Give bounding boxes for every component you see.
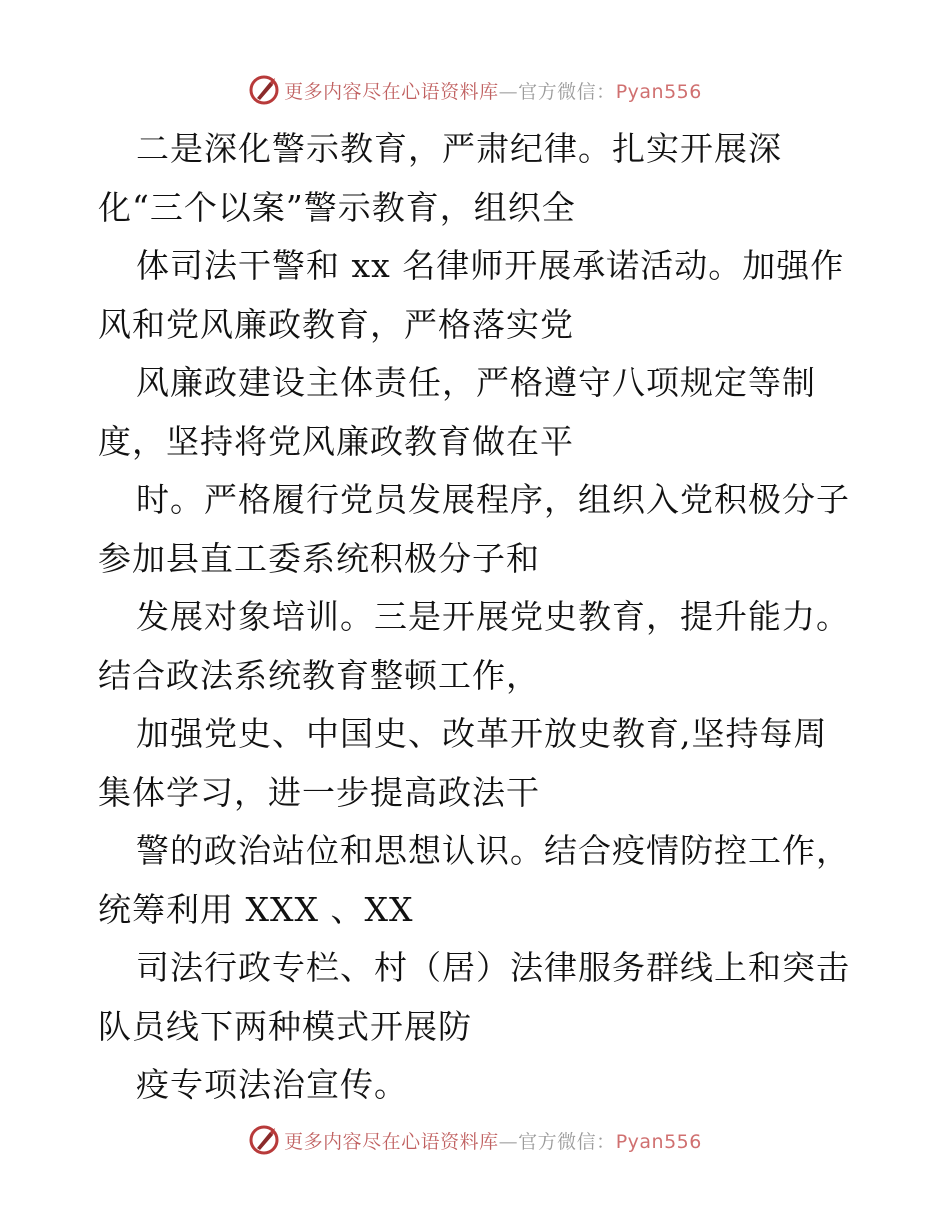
body-line: 体司法干警和 xx 名律师开展承诺活动。加强作 [136, 246, 845, 285]
body-line: 度，坚持将党风廉政教育做在平 [98, 421, 574, 461]
body-line: 风廉政建设主体责任，严格遵守八项规定等制 [136, 363, 816, 402]
footer-banner [0, 1120, 950, 1160]
body-line: 化“三个以案”警示教育，组织全 [98, 187, 576, 227]
body-line: 时。严格履行党员发展程序，组织入党积极分子 [136, 480, 850, 519]
banner-text [284, 77, 702, 104]
quill-pen-logo-icon [248, 74, 280, 106]
banner-prefix: 更多内容尽在心语资料库 [284, 1130, 499, 1153]
body-line: 结合政法系统教育整顿工作， [98, 655, 540, 695]
banner-wechat-id: Pyan556 [615, 80, 702, 103]
body-line: 疫专项法治宣传。 [136, 1065, 408, 1104]
body-line: 加强党史、中国史、改革开放史教育,坚持每周 [136, 714, 828, 753]
body-line: 司法行政专栏、村（居）法律服务群线上和突击 [136, 948, 850, 987]
body-line: 统筹利用 XXX 、XX [98, 889, 414, 929]
body-line: 发展对象培训。三是开展党史教育，提升能力。 [136, 597, 850, 636]
body-line: 警的政治站位和思想认识。结合疫情防控工作， [136, 831, 850, 870]
banner-label: 官方微信： [518, 80, 616, 103]
banner-separator: — [498, 80, 519, 103]
quill-pen-logo-icon [248, 1124, 280, 1156]
document-body [98, 120, 878, 1115]
banner-label: 官方微信： [518, 1130, 616, 1153]
header-banner [0, 70, 950, 110]
body-line: 队员线下两种模式开展防 [98, 1006, 472, 1046]
banner-separator: — [498, 1130, 519, 1153]
banner-wechat-id: Pyan556 [615, 1130, 702, 1153]
banner-text [284, 1127, 702, 1154]
body-line: 集体学习，进一步提高政法干 [98, 772, 540, 812]
body-line: 参加县直工委系统积极分子和 [98, 538, 540, 578]
body-line: 二是深化警示教育，严肃纪律。扎实开展深 [136, 129, 782, 168]
banner-prefix: 更多内容尽在心语资料库 [284, 80, 499, 103]
body-line: 风和党风廉政教育，严格落实党 [98, 304, 574, 344]
